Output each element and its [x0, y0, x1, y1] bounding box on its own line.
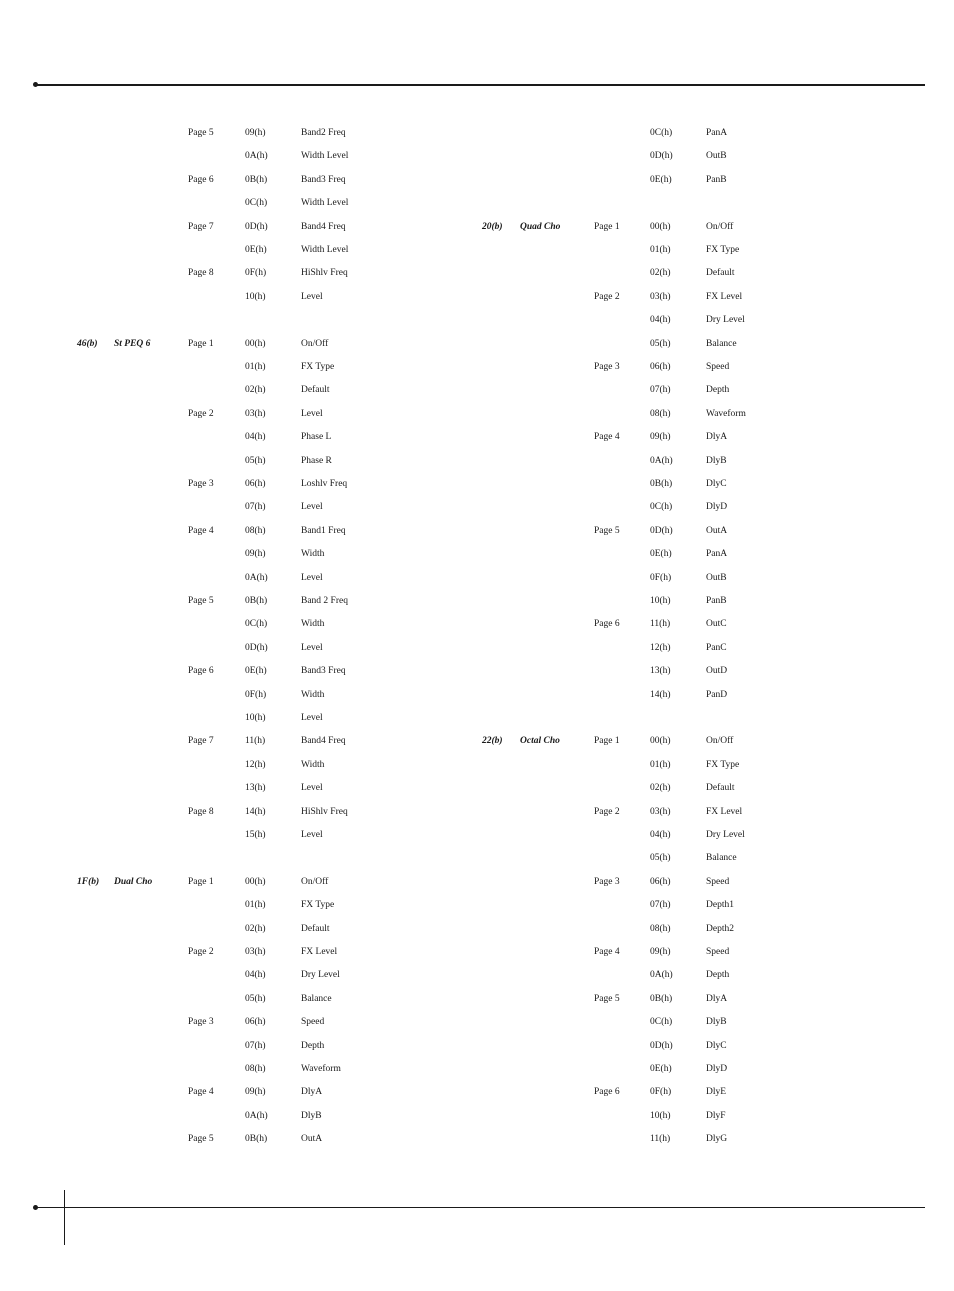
address-cell: 14(h) — [245, 806, 266, 817]
parameter-name: DlyG — [706, 1134, 728, 1145]
parameter-name: FX Level — [301, 947, 338, 957]
address-cell: 14(h) — [650, 689, 671, 700]
address-cell: 0E(h) — [650, 174, 672, 185]
parameter-name: Speed — [706, 947, 730, 957]
parameter-name: DlyD — [706, 1064, 728, 1074]
address-cell: 0A(h) — [245, 572, 268, 583]
address-cell: 0C(h) — [650, 502, 673, 513]
parameter-name: Default — [706, 268, 735, 279]
table-row — [0, 290, 954, 304]
table-row — [0, 430, 954, 444]
parameter-name: DlyB — [706, 455, 727, 466]
parameter-name: FX Type — [301, 362, 335, 372]
table-row — [0, 734, 954, 748]
parameter-name: Level — [301, 502, 323, 513]
parameter-name: DlyC — [706, 479, 727, 489]
address-cell: 0F(h) — [650, 1087, 672, 1098]
parameter-name: Dry Level — [706, 830, 745, 840]
table-gap — [0, 196, 954, 210]
parameter-name: Depth1 — [706, 900, 734, 911]
page-label: Page 1 — [594, 221, 620, 232]
parameter-name: PanC — [706, 642, 727, 653]
parameter-name: Dry Level — [706, 315, 745, 326]
table-row — [0, 781, 954, 795]
parameter-name: Band 2 Freq — [301, 596, 348, 606]
parameter-name: DlyC — [706, 1040, 727, 1051]
parameter-name: Width Level — [301, 245, 349, 255]
parameter-name: On/Off — [706, 221, 734, 232]
address-cell: 04(h) — [245, 970, 266, 981]
address-cell: 0F(h) — [650, 572, 672, 583]
address-cell: 01(h) — [245, 362, 266, 372]
parameter-name: PanB — [706, 596, 727, 606]
address-cell: 11(h) — [650, 1134, 671, 1145]
address-cell: 08(h) — [245, 1064, 266, 1074]
page-label: Page 6 — [188, 174, 214, 185]
parameter-name: Level — [301, 642, 323, 653]
page-label: Page 6 — [594, 1087, 620, 1098]
address-cell: 10(h) — [650, 1110, 671, 1121]
address-cell: 06(h) — [245, 1017, 266, 1028]
address-cell: 05(h) — [650, 853, 671, 864]
address-cell: 00(h) — [245, 876, 266, 887]
effect-id: 22(b) — [482, 736, 503, 747]
page-label: Page 3 — [188, 479, 214, 489]
parameter-name: OutA — [301, 1134, 323, 1145]
address-cell: 01(h) — [650, 245, 671, 255]
table-row — [0, 758, 954, 772]
parameter-name: FX Type — [706, 759, 740, 770]
address-cell: 00(h) — [650, 736, 671, 747]
parameter-name: HiShlv Freq — [301, 268, 348, 279]
address-cell: 03(h) — [650, 291, 671, 302]
table-row — [0, 851, 954, 865]
table-row — [0, 1062, 954, 1076]
address-cell: 10(h) — [245, 713, 266, 723]
table-gap — [0, 711, 954, 725]
table-row — [0, 126, 954, 140]
table-row — [0, 547, 954, 561]
address-cell: 09(h) — [245, 1087, 266, 1098]
page-label: Page 7 — [188, 736, 214, 747]
page-label: Page 1 — [594, 736, 620, 747]
effect-name: Dual Cho — [114, 876, 153, 887]
effect-id: 46(b) — [77, 338, 98, 349]
page-label: Page 3 — [594, 362, 620, 372]
address-cell: 07(h) — [650, 385, 671, 396]
effect-name: Quad Cho — [520, 221, 561, 232]
parameter-name: HiShlv Freq — [301, 806, 348, 817]
table-row — [0, 500, 954, 514]
table-row — [0, 266, 954, 280]
parameter-name: PanD — [706, 689, 728, 700]
table-row — [0, 875, 954, 889]
footer-rule — [36, 1207, 925, 1208]
parameter-name: DlyA — [706, 432, 728, 443]
table-row — [0, 922, 954, 936]
address-cell: 06(h) — [245, 479, 266, 489]
address-cell: 13(h) — [650, 666, 671, 677]
page-label: Page 2 — [188, 947, 214, 957]
parameter-name: Speed — [706, 362, 730, 372]
table-row — [0, 524, 954, 538]
parameter-name: Depth — [301, 1040, 325, 1051]
table-row — [0, 360, 954, 374]
address-cell: 08(h) — [650, 923, 671, 934]
address-cell: 0A(h) — [650, 455, 673, 466]
page-label: Page 5 — [594, 993, 620, 1004]
table-row — [0, 477, 954, 491]
parameter-name: DlyF — [706, 1110, 726, 1121]
table-row — [0, 407, 954, 421]
parameter-name: Default — [706, 783, 735, 794]
address-cell: 00(h) — [245, 338, 266, 349]
address-cell: 10(h) — [650, 596, 671, 606]
address-cell: 0D(h) — [245, 642, 268, 653]
page-label: Page 3 — [188, 1017, 214, 1028]
table-row — [0, 968, 954, 982]
parameter-name: Default — [301, 385, 330, 396]
page-label: Page 5 — [188, 128, 214, 138]
address-cell: 02(h) — [245, 923, 266, 934]
address-cell: 04(h) — [650, 830, 671, 840]
address-cell: 0D(h) — [650, 151, 673, 162]
table-row — [0, 313, 954, 327]
parameter-name: OutD — [706, 666, 728, 677]
parameter-name: FX Level — [706, 291, 743, 302]
address-cell: 07(h) — [650, 900, 671, 911]
table-row — [0, 945, 954, 959]
table-row — [0, 828, 954, 842]
address-cell: 0D(h) — [650, 525, 673, 536]
page-label: Page 5 — [188, 1134, 214, 1145]
page-label: Page 1 — [188, 876, 214, 887]
parameter-name: DlyB — [301, 1110, 322, 1121]
table-row — [0, 992, 954, 1006]
page-label: Page 4 — [188, 1087, 214, 1098]
address-cell: 07(h) — [245, 1040, 266, 1051]
address-cell: 13(h) — [245, 783, 266, 794]
address-cell: 15(h) — [245, 830, 266, 840]
address-cell: 0B(h) — [650, 993, 673, 1004]
parameter-name: DlyA — [301, 1087, 323, 1098]
effect-name: St PEQ 6 — [114, 338, 151, 349]
address-cell: 11(h) — [245, 736, 266, 747]
address-cell: 0B(h) — [650, 479, 673, 489]
parameter-name: Balance — [706, 853, 737, 864]
table-row — [0, 664, 954, 678]
parameter-name: On/Off — [706, 736, 734, 747]
address-cell: 00(h) — [650, 221, 671, 232]
address-cell: 0E(h) — [650, 1064, 672, 1074]
page-label: Page 3 — [594, 876, 620, 887]
address-cell: 0C(h) — [245, 198, 268, 209]
parameter-name: Band3 Freq — [301, 174, 346, 185]
address-cell: 03(h) — [245, 947, 266, 957]
address-cell: 12(h) — [650, 642, 671, 653]
page-label: Page 4 — [594, 432, 620, 443]
address-cell: 11(h) — [650, 619, 671, 630]
parameter-name: Phase R — [301, 455, 332, 466]
table-row — [0, 173, 954, 187]
page-label: Page 1 — [188, 338, 214, 349]
footer-crop-mark — [64, 1190, 65, 1245]
table-row — [0, 1039, 954, 1053]
parameter-name: Level — [301, 713, 323, 723]
page-label: Page 8 — [188, 268, 214, 279]
parameter-name: PanA — [706, 128, 728, 138]
parameter-name: DlyD — [706, 502, 728, 513]
parameter-name: Width Level — [301, 198, 349, 209]
parameter-name: DlyB — [706, 1017, 727, 1028]
address-cell: 0C(h) — [650, 1017, 673, 1028]
parameter-name: OutA — [706, 525, 728, 536]
address-cell: 09(h) — [650, 432, 671, 443]
table-row — [0, 220, 954, 234]
parameter-name: OutB — [706, 572, 727, 583]
table-row — [0, 1109, 954, 1123]
page-label: Page 2 — [594, 291, 620, 302]
parameter-name: Loshlv Freq — [301, 479, 348, 489]
page-label: Page 5 — [594, 525, 620, 536]
address-cell: 0C(h) — [245, 619, 268, 630]
parameter-name: Width — [301, 689, 325, 700]
parameter-name: On/Off — [301, 876, 329, 887]
address-cell: 10(h) — [245, 291, 266, 302]
table-row — [0, 1085, 954, 1099]
address-cell: 06(h) — [650, 876, 671, 887]
address-cell: 0B(h) — [245, 174, 268, 185]
page-label: Page 5 — [188, 596, 214, 606]
address-cell: 01(h) — [245, 900, 266, 911]
parameter-name: Width — [301, 759, 325, 770]
table-row — [0, 149, 954, 163]
parameter-name: FX Level — [706, 806, 743, 817]
parameter-name: DlyA — [706, 993, 728, 1004]
parameter-name: Depth — [706, 970, 730, 981]
address-cell: 02(h) — [650, 268, 671, 279]
parameter-name: Width Level — [301, 151, 349, 162]
table-row — [0, 1132, 954, 1146]
address-cell: 0A(h) — [245, 1110, 268, 1121]
parameter-name: Speed — [301, 1017, 325, 1028]
table-row — [0, 641, 954, 655]
address-cell: 09(h) — [245, 549, 266, 560]
parameter-name: Band3 Freq — [301, 666, 346, 677]
page-label: Page 4 — [188, 525, 214, 536]
table-row — [0, 337, 954, 351]
parameter-name: Waveform — [706, 408, 746, 419]
address-cell: 0A(h) — [650, 970, 673, 981]
parameter-name: Width — [301, 549, 325, 560]
address-cell: 12(h) — [245, 759, 266, 770]
parameter-name: Level — [301, 408, 323, 419]
address-cell: 04(h) — [650, 315, 671, 326]
address-cell: 05(h) — [245, 993, 266, 1004]
parameter-name: Width — [301, 619, 325, 630]
parameter-name: Depth2 — [706, 923, 734, 934]
address-cell: 07(h) — [245, 502, 266, 513]
page-label: Page 7 — [188, 221, 214, 232]
address-cell: 09(h) — [650, 947, 671, 957]
table-row — [0, 617, 954, 631]
table-row — [0, 805, 954, 819]
effect-id: 20(b) — [482, 221, 503, 232]
parameter-name: Level — [301, 783, 323, 794]
address-cell: 08(h) — [650, 408, 671, 419]
address-cell: 0F(h) — [245, 268, 267, 279]
parameter-name: Balance — [301, 993, 332, 1004]
parameter-name: FX Type — [706, 245, 740, 255]
address-cell: 0E(h) — [650, 549, 672, 560]
address-cell: 05(h) — [650, 338, 671, 349]
parameter-name: Band2 Freq — [301, 128, 346, 138]
parameter-name: Band1 Freq — [301, 525, 346, 536]
table-row — [0, 898, 954, 912]
address-cell: 05(h) — [245, 455, 266, 466]
table-row — [0, 454, 954, 468]
address-cell: 0E(h) — [245, 245, 267, 255]
address-cell: 0D(h) — [245, 221, 268, 232]
parameter-name: DlyE — [706, 1087, 727, 1098]
parameter-name: Speed — [706, 876, 730, 887]
page-label: Page 4 — [594, 947, 620, 957]
table-row — [0, 1015, 954, 1029]
page-label: Page 2 — [188, 408, 214, 419]
parameter-name: Phase L — [301, 432, 332, 443]
parameter-name: OutC — [706, 619, 727, 630]
parameter-name: Level — [301, 830, 323, 840]
address-cell: 0C(h) — [650, 128, 673, 138]
parameter-name: Level — [301, 572, 323, 583]
parameter-name: Balance — [706, 338, 737, 349]
page-label: Page 8 — [188, 806, 214, 817]
address-cell: 02(h) — [650, 783, 671, 794]
page-label: Page 6 — [594, 619, 620, 630]
address-cell: 0B(h) — [245, 1134, 268, 1145]
address-cell: 0A(h) — [245, 151, 268, 162]
parameter-name: Level — [301, 291, 323, 302]
parameter-name: Band4 Freq — [301, 736, 346, 747]
table-row — [0, 688, 954, 702]
parameter-name: Default — [301, 923, 330, 934]
address-cell: 02(h) — [245, 385, 266, 396]
page-label: Page 6 — [188, 666, 214, 677]
address-cell: 03(h) — [245, 408, 266, 419]
address-cell: 09(h) — [245, 128, 266, 138]
address-cell: 06(h) — [650, 362, 671, 372]
parameter-name: Dry Level — [301, 970, 340, 981]
table-row — [0, 243, 954, 257]
address-cell: 0E(h) — [245, 666, 267, 677]
parameter-name: OutB — [706, 151, 727, 162]
address-cell: 04(h) — [245, 432, 266, 443]
table-row — [0, 571, 954, 585]
address-cell: 08(h) — [245, 525, 266, 536]
address-cell: 03(h) — [650, 806, 671, 817]
page-label: Page 2 — [594, 806, 620, 817]
address-cell: 0B(h) — [245, 596, 268, 606]
effect-name: Octal Cho — [520, 736, 560, 747]
address-cell: 0D(h) — [650, 1040, 673, 1051]
table-row — [0, 594, 954, 608]
parameter-name: On/Off — [301, 338, 329, 349]
parameter-name: Waveform — [301, 1064, 341, 1074]
parameter-name: Band4 Freq — [301, 221, 346, 232]
table-row — [0, 383, 954, 397]
parameter-name: Depth — [706, 385, 730, 396]
footer-rule-dot — [33, 1205, 38, 1210]
address-cell: 01(h) — [650, 759, 671, 770]
parameter-name: PanB — [706, 174, 727, 185]
parameter-name: PanA — [706, 549, 728, 560]
effect-id: 1F(b) — [77, 876, 100, 887]
parameter-name: FX Type — [301, 900, 335, 911]
address-cell: 0F(h) — [245, 689, 267, 700]
